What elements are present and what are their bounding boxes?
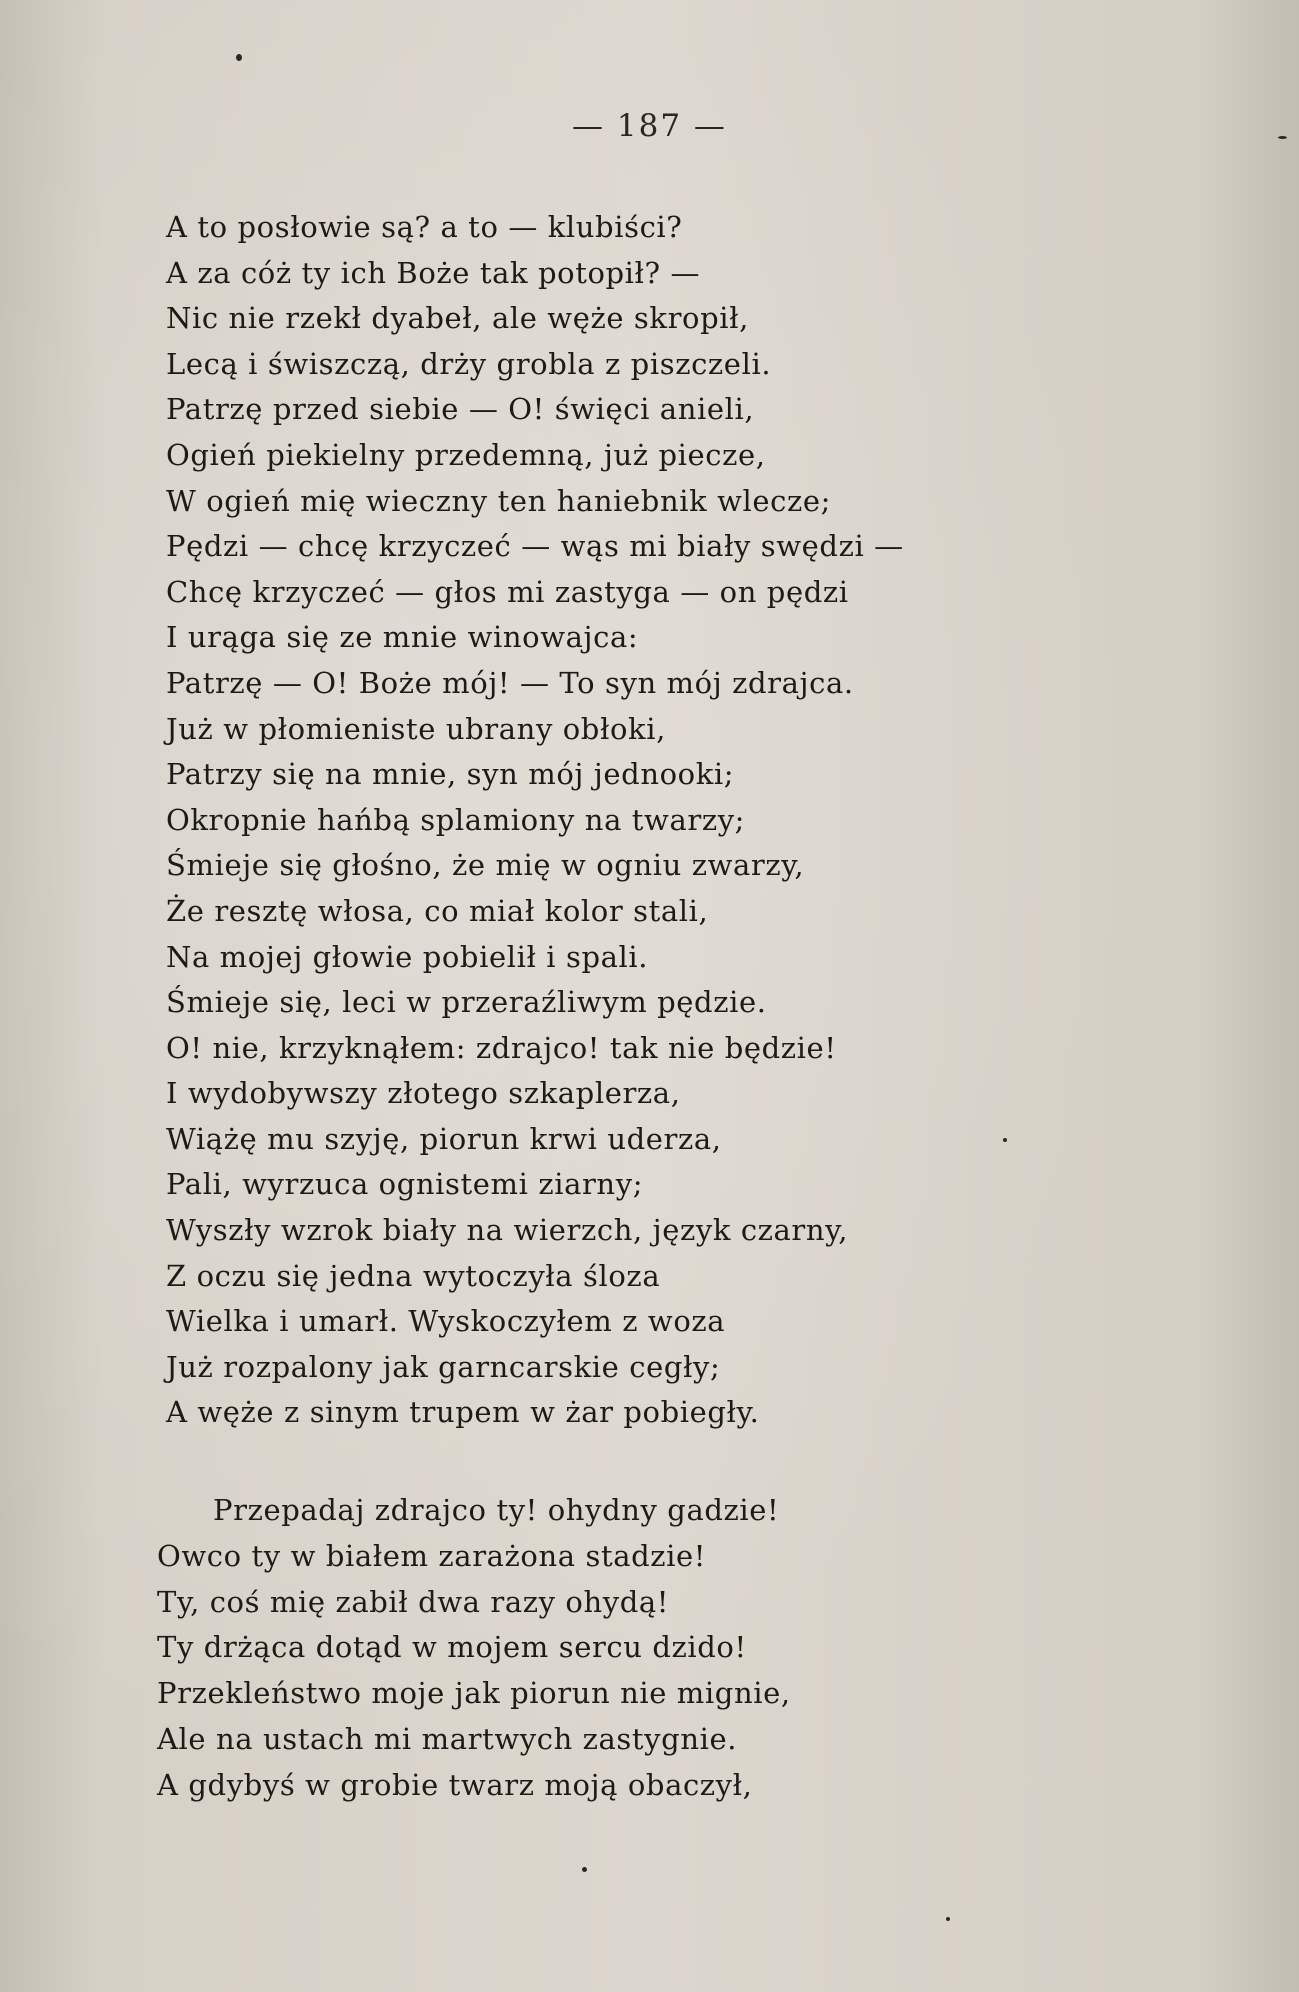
verse-line: Patrzy się na mnie, syn mój jednooki; [166,757,735,792]
print-speck [236,54,242,61]
verse-line: Przekleństwo moje jak piorun nie mignie, [157,1676,791,1711]
verse-line: W ogień mię wieczny ten haniebnik wlecze; [166,483,832,518]
verse-line: O! nie, krzyknąłem: zdrajco! tak nie będzie! [166,1030,837,1065]
verse-line: Pali, wyrzuca ognistemi ziarny; [166,1167,644,1202]
verse-line: A za cóż ty ich Boże tak potopił? — [166,255,701,290]
verse-line: I urąga się ze mnie winowajca: [166,620,639,655]
page-number: — 187 — [572,108,727,144]
verse-line: Patrzę przed siebie — O! święci anieli, [166,392,755,427]
verse-line: Pędzi — chcę krzyczeć — wąs mi biały swędzi — [166,529,904,564]
verse-line: Ty, coś mię zabił dwa razy ohydą! [157,1584,670,1619]
verse-line: Już w płomieniste ubrany obłoki, [166,711,666,746]
poem-stanza-1 [166,205,904,1436]
verse-line: A to posłowie są? a to — klubiści? [166,210,683,244]
verse-line: Owco ty w białem zarażona stadzie! [157,1538,707,1573]
verse-line: Ty drżąca dotąd w mojem sercu dzido! [157,1630,747,1665]
verse-line: Wiążę mu szyję, piorun krwi uderza, [166,1121,722,1156]
verse-line: A gdybyś w grobie twarz moją obaczył, [157,1767,753,1802]
verse-line: Chcę krzyczeć — głos mi zastyga — on pędzi [166,574,849,609]
verse-line: Że resztę włosa, co miał kolor stali, [166,893,709,928]
verse-line: Śmieje się głośno, że mię w ogniu zwarzy, [166,848,805,883]
poem-stanza-2 [157,1488,791,1809]
verse-line: Ogień piekielny przedemną, już piecze, [166,437,766,472]
verse-line: Przepadaj zdrajco ty! ohydny gadzie! [213,1493,780,1527]
verse-line: Z oczu się jedna wytoczyła śloza [166,1258,661,1293]
verse-line: Na mojej głowie pobielił i spali. [166,939,649,974]
verse-line: Patrzę — O! Boże mój! — To syn mój zdrajca. [166,665,854,700]
verse-line: Śmieje się, leci w przeraźliwym pędzie. [166,985,767,1020]
print-speck [582,1867,587,1872]
verse-line: Już rozpalony jak garncarskie cegły; [166,1349,721,1384]
print-speck [946,1917,950,1921]
verse-line: A węże z sinym trupem w żar pobiegły. [166,1395,760,1430]
verse-line: Ale na ustach mi martwych zastygnie. [157,1721,738,1756]
verse-line: I wydobywszy złotego szkaplerza, [166,1076,681,1111]
verse-line: Wielka i umarł. Wyskoczyłem z woza [166,1304,726,1339]
verse-line: Okropnie hańbą splamiony na twarzy; [166,802,746,837]
verse-line: Wyszły wzrok biały na wierzch, język czarny, [166,1213,849,1248]
print-speck [1003,1138,1007,1142]
verse-line: Lecą i świszczą, drży grobla z piszczeli. [166,346,772,381]
verse-line: Nic nie rzekł dyabeł, ale węże skropił, [166,301,749,336]
